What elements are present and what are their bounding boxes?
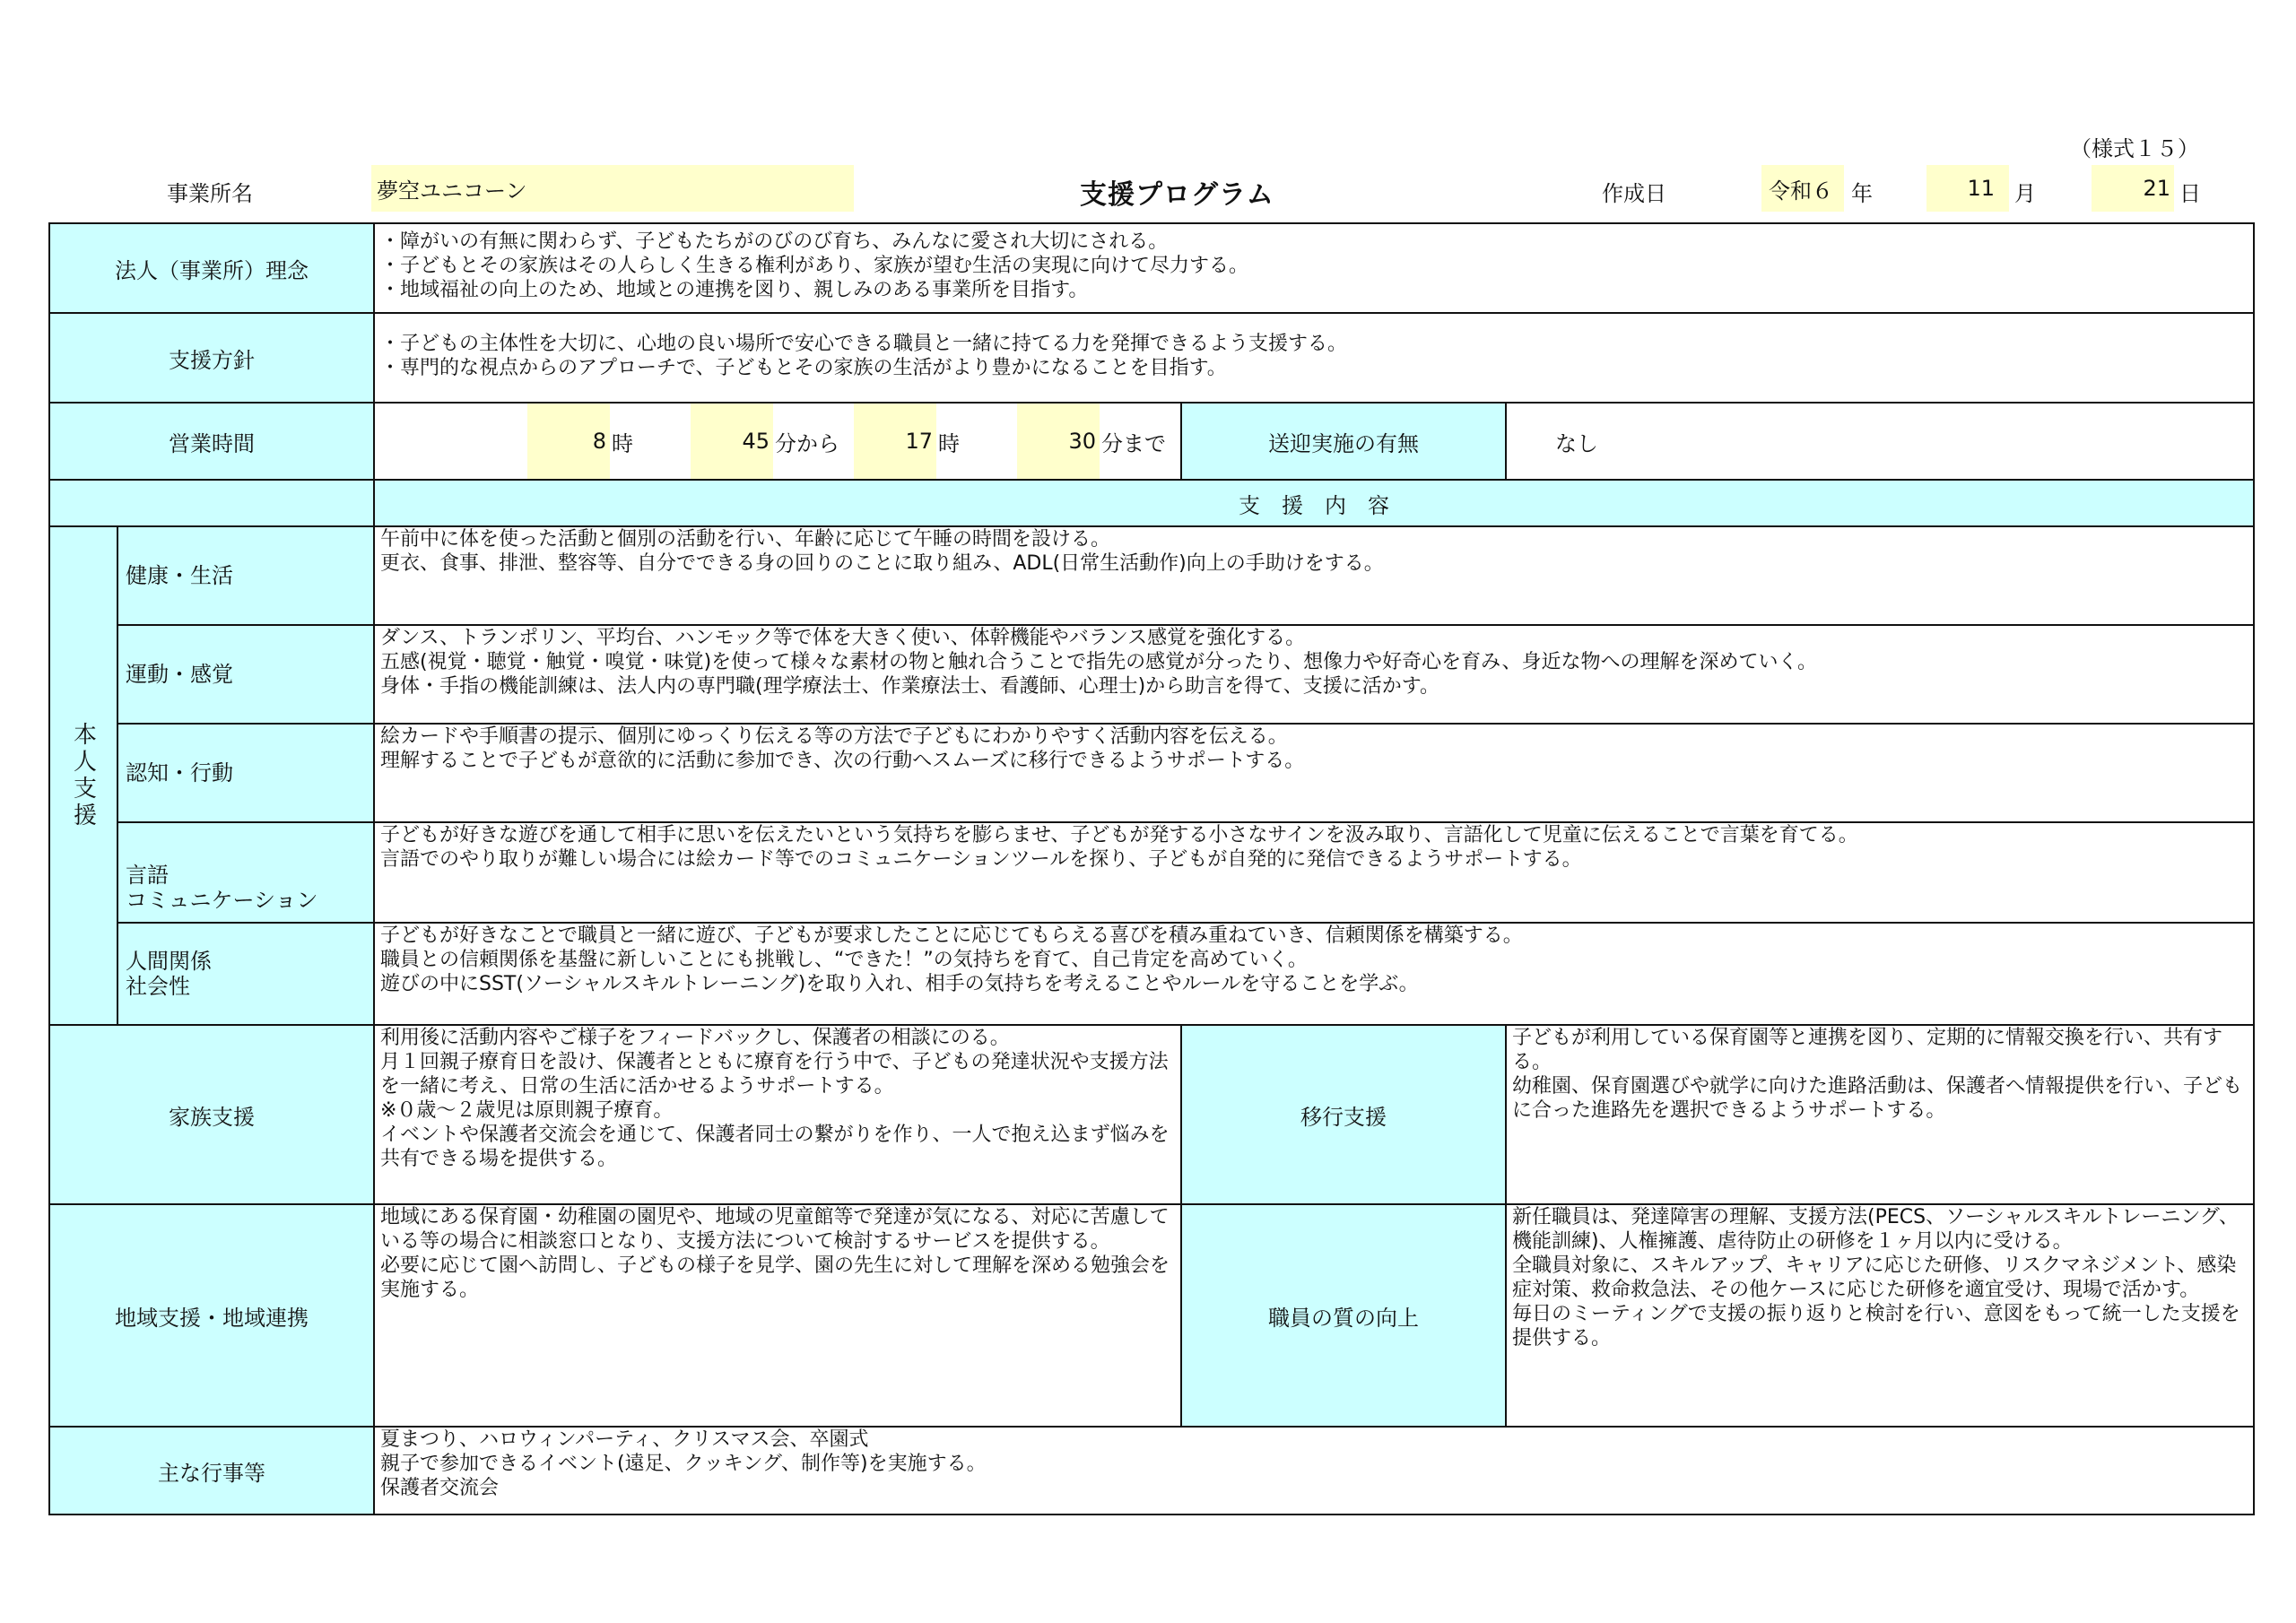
personal-row-label-social: 人間関係 社会性 xyxy=(117,922,375,1026)
family-support-label: 家族支援 xyxy=(48,1024,375,1205)
hours-label: 営業時間 xyxy=(48,402,375,481)
month-value: 11 xyxy=(1967,176,1995,201)
transition-support-label: 移行支援 xyxy=(1180,1024,1507,1205)
staff-quality-label: 職員の質の向上 xyxy=(1180,1203,1507,1428)
personal-row-text-language: 子どもが好きな遊びを通して相手に思いを伝えたいという気持ちを膨らませ、子どもが発する小さなサインを汲み取り、言語化して児童に伝えることで言葉を育てる。 言語でのやり取りが難しい場合には絵カード等でのコミュニケーションツールを探り、子どもが自発的に発信できるようサポートする。 xyxy=(373,821,2255,924)
day-field[interactable] xyxy=(2092,165,2174,212)
office-name-field[interactable] xyxy=(371,165,854,212)
form-number: （様式１５） xyxy=(2070,136,2199,161)
policy-text: ・子どもの主体性を大切に、心地の良い場所で安心できる職員と一緒に持てる力を発揮できるよう支援する。 ・専門的な視点からのアプローチで、子どもとその家族の生活がより豊かになることを目指す。 xyxy=(373,312,2255,404)
personal-row-label-language: 言語 コミュニケーション xyxy=(117,821,375,924)
personal-row-label-cognition: 認知・行動 xyxy=(117,723,375,823)
policy-label: 支援方針 xyxy=(48,312,375,404)
community-support-text: 地域にある保育園・幼稚園の園児や、地域の児童館等で発達が気になる、対応に苦慮している等の場合に相談窓口となり、支援方法について検討するサービスを提供する。 必要に応じて園へ訪問し、子どもの様子を見学、園の先生に対して理解を深める勉強会を実施する。 xyxy=(373,1203,1182,1428)
end-minute[interactable]: 30 xyxy=(1017,404,1100,479)
start-hour[interactable]: 8 xyxy=(527,404,610,479)
transport-value-cell xyxy=(1505,402,2255,481)
hours-cell xyxy=(373,402,1182,481)
philosophy-text: ・障がいの有無に関わらず、子どもたちがのびのび育ち、みんなに愛され大切にされる。 ・子どもとその家族はその人らしく生きる権利があり、家族が望む生活の実現に向けて尽力する。 ・地域福祉の向上のため、地域との連携を図り、親しみのある事業所を目指す。 xyxy=(373,222,2255,314)
personal-row-text-motor: ダンス、トランポリン、平均台、ハンモック等で体を大きく使い、体幹機能やバランス感覚を強化する。 五感(視覚・聴覚・触覚・嗅覚・味覚)を使って様々な素材の物と触れ合うことで指先の感覚が分ったり、想像力や好奇心を育み、身近な物への理解を深めていく。 身体・手指の機能訓練は、法人内の専門職(理学療法士、作業療法士、看護師、心理士)から助言を得て、支援に活かす。 xyxy=(373,624,2255,725)
personal-row-label-health: 健康・生活 xyxy=(117,525,375,626)
era-year-field[interactable] xyxy=(1761,165,1844,212)
date-label: 作成日 xyxy=(1602,181,1666,206)
day-unit: 日 xyxy=(2179,181,2201,206)
events-text: 夏まつり、ハロウィンパーティ、クリスマス会、卒園式 親子で参加できるイベント(遠足、クッキング、制作等)を実施する。 保護者交流会 xyxy=(373,1426,2255,1515)
staff-quality-text: 新任職員は、発達障害の理解、支援方法(PECS、ソーシャルスキルトレーニング、機能訓練)、人権擁護、虐待防止の研修を１ヶ月以内に受ける。 全職員対象に、スキルアップ、キャリアに応じた研修、リスクマネジメント、感染症対策、救命救急法、その他ケースに応じた研修を適宜受け、現場で活かす。 毎日のミーティングで支援の振り返りと検討を行い、意図をもって統一した支援を提供する。 xyxy=(1505,1203,2255,1428)
day-value: 21 xyxy=(2143,176,2170,201)
office-label: 事業所名 xyxy=(167,181,253,206)
end-hour-unit: 時 xyxy=(938,430,960,456)
office-name: 夢空ユニコーン xyxy=(377,178,527,204)
end-hour[interactable]: 17 xyxy=(854,404,936,479)
philosophy-label: 法人（事業所）理念 xyxy=(48,222,375,314)
personal-row-label-motor: 運動・感覚 xyxy=(117,624,375,725)
events-label: 主な行事等 xyxy=(48,1426,375,1515)
transport-label: 送迎実施の有無 xyxy=(1180,402,1507,481)
personal-row-text-cognition: 絵カードや手順書の提示、個別にゆっくり伝える等の方法で子どもにわかりやすく活動内容を伝える。 理解することで子どもが意欲的に活動に参加でき、次の行動へスムーズに移行できるようサポートする。 xyxy=(373,723,2255,823)
personal-support-label: 本人支援 xyxy=(48,525,118,1026)
start-minute-unit: 分から xyxy=(775,430,839,456)
start-minute[interactable]: 45 xyxy=(691,404,773,479)
month-unit: 月 xyxy=(2014,181,2036,206)
start-hour-unit: 時 xyxy=(612,430,633,456)
transport-value: なし xyxy=(1555,430,1598,456)
year-unit: 年 xyxy=(1851,181,1873,206)
content-header-spacer xyxy=(48,479,375,527)
transition-support-text: 子どもが利用している保育園等と連携を図り、定期的に情報交換を行い、共有する。 幼稚園、保育園選びや就学に向けた進路活動は、保護者へ情報提供を行い、子どもに合った進路先を選択できるようサポートする。 xyxy=(1505,1024,2255,1205)
end-minute-unit: 分まで xyxy=(1101,430,1166,456)
content-header: 支 援 内 容 xyxy=(373,479,2255,527)
community-support-label: 地域支援・地域連携 xyxy=(48,1203,375,1428)
month-field[interactable] xyxy=(1926,165,2009,212)
era-year: 令和６ xyxy=(1769,178,1833,204)
personal-row-text-health: 午前中に体を使った活動と個別の活動を行い、年齢に応じて午睡の時間を設ける。 更衣、食事、排泄、整容等、自分でできる身の回りのことに取り組み、ADL(日常生活動作)向上の手助けをする。 xyxy=(373,525,2255,626)
page-title: 支援プログラム xyxy=(1080,179,1274,211)
family-support-text: 利用後に活動内容やご様子をフィードバックし、保護者の相談にのる。 月１回親子療育日を設け、保護者とともに療育を行う中で、子どもの発達状況や支援方法を一緒に考え、日常の生活に活かせるようサポートする。 ※０歳～２歳児は原則親子療育。 イベントや保護者交流会を通じて、保護者同士の繋がりを作り、一人で抱え込まず悩みを共有できる場を提供する。 xyxy=(373,1024,1182,1205)
personal-row-text-social: 子どもが好きなことで職員と一緒に遊び、子どもが要求したことに応じてもらえる喜びを積み重ねていき、信頼関係を構築する。 職員との信頼関係を基盤に新しいことにも挑戦し、“できた！”の気持ちを育て、自己肯定を高めていく。 遊びの中にSST(ソーシャルスキルトレーニング)を取り入れ、相手の気持ちを考えることやルールを守ることを学ぶ。 xyxy=(373,922,2255,1026)
